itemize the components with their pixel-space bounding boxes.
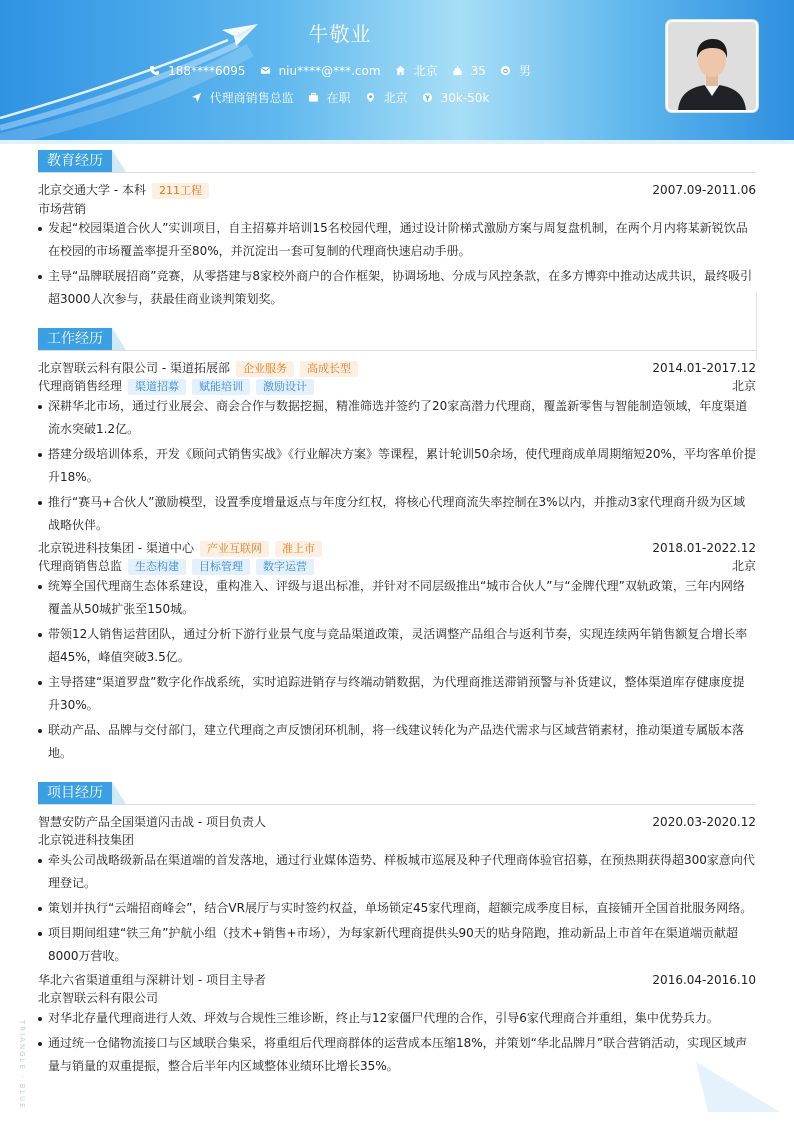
work-bullet: 联动产品、品牌与交付部门，建立代理商之声反馈闭环机制，将一线建议转化为产品迭代需求与区域营销素材，推动渠道专属版本落地。 — [38, 719, 756, 765]
contact-row — [0, 62, 680, 79]
job-intent-row — [0, 89, 680, 106]
salary-text: 30k-50k — [440, 90, 490, 105]
school-tag: 211工程 — [152, 183, 209, 199]
project-title: 华北六省渠道重组与深耕计划 - 项目主导者 — [38, 973, 266, 987]
role-tag: 赋能培训 — [192, 379, 250, 395]
project-bullet: 通过统一仓储物流接口与区域联合集采，将重组后代理商群体的运营成本压缩18%，并策划“华北品牌月”联合营销活动，实现区域声量与销量的双重提振，整合后半年内区域整体业绩环比增长35%。 — [38, 1032, 756, 1078]
gender-icon — [500, 65, 511, 76]
section-tab-tail — [112, 782, 126, 804]
project-org-row — [38, 990, 756, 1007]
role-tag: 生态构建 — [128, 559, 186, 575]
role-tag: 目标管理 — [192, 559, 250, 575]
project-bullet: 项目期间组建“铁三角”护航小组（技术+销售+市场），为每家新代理商提供头90天的贴身陪跑，推动新品上市首年在渠道端贡献超8000万营收。 — [38, 922, 756, 968]
avatar-portrait — [668, 22, 756, 110]
email-text: niu****@***.com — [278, 63, 381, 78]
work-bullet: 统筹全国代理商生态体系建设，重构准入、评级与退出标准，并针对不同层级推出“城市合伙人”与“金牌代理”双轨政策，三年内网络覆盖从50城扩张至150城。 — [38, 575, 756, 621]
watermark-text: TRIANGLE · BLUE — [18, 1020, 26, 1110]
project-bullet: 牵头公司战略级新品在渠道端的首发落地，通过行业媒体造势、样板城市巡展及种子代理商体验官招募，在预热期获得超300家意向代理登记。 — [38, 849, 756, 895]
project-bullet: 对华北存量代理商进行人效、坪效与合规性三维诊断，终止与12家僵尸代理的合作，引导6家代理商合并重组，集中优势兵力。 — [38, 1007, 756, 1030]
company-tag: 产业互联网 — [200, 541, 269, 557]
education-date: 2007.09-2011.06 — [652, 183, 756, 197]
phone-icon — [149, 65, 160, 76]
project-header — [38, 972, 756, 989]
section-divider — [38, 804, 756, 805]
work-bullet: 带领12人销售运营团队，通过分析下游行业景气度与竞品渠道政策，灵活调整产品组合与返利节奏，实现连续两年销售额复合增长率超45%，峰值突破3.5亿。 — [38, 623, 756, 669]
hometown-text: 北京 — [413, 64, 438, 78]
work-bullet: 主导搭建“渠道罗盘”数字化作战系统，实时追踪进销存与终端动销数据，为代理商推送滞销预警与补货建议，整体渠道库存健康度提升30%。 — [38, 671, 756, 717]
job-status-info — [308, 89, 351, 106]
salary-info — [422, 91, 490, 105]
avatar — [666, 20, 758, 112]
project-date: 2016.04-2016.10 — [652, 973, 756, 987]
section-tab-tail — [112, 150, 126, 172]
school-name: 北京交通大学 - 本科 — [38, 183, 146, 197]
gender-info — [500, 62, 531, 79]
company-name: 北京锐进科技集团 - 渠道中心 — [38, 541, 194, 555]
education-major-row — [38, 201, 756, 218]
phone-text: 188****6095 — [168, 63, 246, 78]
header-underline — [0, 140, 794, 144]
age-icon — [452, 65, 463, 76]
role-tag: 激励设计 — [256, 379, 314, 395]
education-header — [38, 182, 756, 199]
work-date: 2014.01-2017.12 — [652, 361, 756, 375]
decorative-rule — [756, 292, 757, 360]
work-date: 2018.01-2022.12 — [652, 541, 756, 555]
education-bullet: 发起“校园渠道合伙人”实训项目，自主招募并培训15名校园代理，通过设计阶梯式激励方案与周复盘机制，在两个月内将某新锐饮品在校园的市场覆盖率提升至80%，并沉淀出一套可复制的代理商快速启动手册。 — [38, 217, 756, 263]
hometown-info — [395, 62, 438, 79]
major: 市场营销 — [38, 202, 87, 216]
target-city-info — [365, 89, 408, 106]
work-header — [38, 360, 756, 377]
gender-text: 男 — [518, 64, 531, 78]
work-bullet: 搭建分级培训体系，开发《顾问式销售实战》《行业解决方案》等课程，累计轮训50余场，使代理商成单周期缩短20%，平均客单价提升18%。 — [38, 443, 756, 489]
section-divider — [38, 350, 756, 351]
project-org-row — [38, 832, 756, 849]
briefcase-icon — [308, 92, 319, 103]
section-education — [38, 150, 126, 172]
target-position-info — [191, 89, 294, 106]
work-role-row — [38, 558, 756, 575]
work-city: 北京 — [731, 559, 756, 573]
work-role-row — [38, 378, 756, 395]
salary-icon — [422, 92, 433, 103]
email-info — [260, 64, 381, 78]
education-bullet: 主导“品牌联展招商”竞赛，从零搭建与8家校外商户的合作框架，协调场地、分成与风控条款，在多方博弈中推动达成共识，最终吸引超3000人次参与，获最佳商业谈判策划奖。 — [38, 265, 756, 311]
role-tag: 数字运营 — [256, 559, 314, 575]
company-tag: 高成长型 — [300, 361, 358, 377]
section-project-label: 项目经历 — [38, 782, 112, 804]
work-bullet: 推行“赛马+合伙人”激励模型，设置季度增量返点与年度分红权，将核心代理商流失率控制在3%以内，并推动3家代理商升级为区域战略伙伴。 — [38, 491, 756, 537]
job-status-text: 在职 — [326, 91, 351, 105]
work-city: 北京 — [731, 379, 756, 393]
phone-info — [149, 64, 245, 78]
section-project — [38, 782, 126, 804]
age-info — [452, 64, 486, 78]
send-icon — [191, 92, 202, 103]
corner-triangle-decoration — [694, 1060, 784, 1115]
company-tag: 企业服务 — [236, 361, 294, 377]
mail-icon — [260, 65, 271, 76]
project-header — [38, 814, 756, 831]
location-pin-icon — [365, 92, 376, 103]
section-education-label: 教育经历 — [38, 150, 112, 172]
work-bullet: 深耕华北市场，通过行业展会、商会合作与数据挖掘，精准筛选并签约了20家高潜力代理商，覆盖新零售与智能制造领域，年度渠道流水突破1.2亿。 — [38, 395, 756, 441]
home-icon — [395, 65, 406, 76]
job-role: 代理商销售经理 — [38, 379, 123, 393]
job-role: 代理商销售总监 — [38, 559, 123, 573]
company-name: 北京智联云科有限公司 - 渠道拓展部 — [38, 361, 230, 375]
age-text: 35 — [470, 63, 486, 78]
project-org: 北京锐进科技集团 — [38, 833, 135, 847]
section-tab-tail — [112, 328, 126, 350]
project-title: 智慧安防产品全国渠道闪击战 - 项目负责人 — [38, 815, 266, 829]
target-position-text: 代理商销售总监 — [209, 91, 294, 105]
section-work-label: 工作经历 — [38, 328, 112, 350]
section-divider — [38, 172, 756, 173]
section-work — [38, 328, 126, 350]
project-org: 北京智联云科有限公司 — [38, 991, 159, 1005]
project-date: 2020.03-2020.12 — [652, 815, 756, 829]
role-tag: 渠道招募 — [128, 379, 186, 395]
target-city-text: 北京 — [383, 91, 408, 105]
work-header — [38, 540, 756, 557]
project-bullet: 策划并执行“云端招商峰会”，结合VR展厅与实时签约权益，单场锁定45家代理商，超额完成季度目标，直接铺开全国首批服务网络。 — [38, 897, 756, 920]
company-tag: 准上市 — [275, 541, 322, 557]
candidate-name: 牛敬业 — [308, 22, 372, 46]
